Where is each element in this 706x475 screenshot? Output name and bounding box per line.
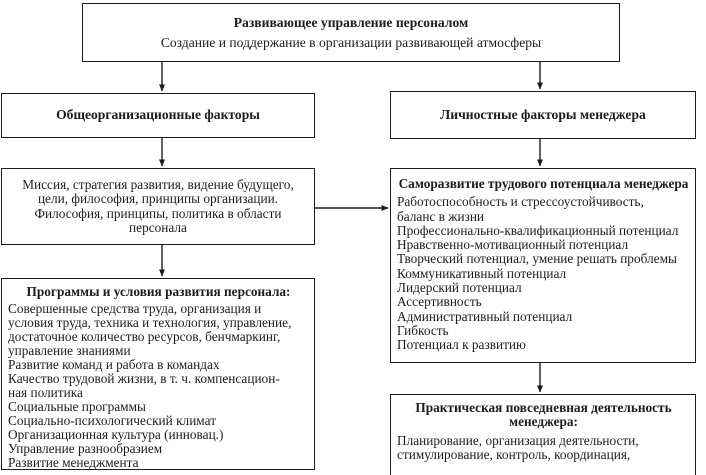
text-line: Практическая повседневная деятельность xyxy=(415,400,672,415)
text-line: Лидерский потенциал xyxy=(397,280,522,296)
text-line: Управление разнообразием xyxy=(8,441,163,456)
self-development-title: Саморазвитие трудового потенциала менеджера xyxy=(398,176,689,191)
text-line: достаточное количество ресурсов, бенчмаркинг, xyxy=(8,329,281,344)
text-line: Потенциал к развитию xyxy=(397,337,526,353)
text-line: Совершенные средства труда, организация и xyxy=(8,301,262,316)
text-line: ная политика xyxy=(8,385,83,400)
root-box xyxy=(82,3,620,62)
text-line: Социальные программы xyxy=(8,399,146,414)
left-header-box xyxy=(1,93,315,138)
programs-list xyxy=(8,302,309,470)
text-line: Административный потенциал xyxy=(397,308,573,324)
right-header-box xyxy=(390,91,696,139)
text-line: управление знаниями xyxy=(8,343,131,358)
programs-box xyxy=(1,278,315,470)
text-line: Ассертивность xyxy=(397,294,482,310)
left-header-label: Общеорганизационные факторы xyxy=(56,107,260,123)
text-line: Миссия, стратегия развития, видение будущего, xyxy=(22,176,294,192)
text-line: Планирование, организация деятельности, xyxy=(397,432,639,448)
text-line: менеджера: xyxy=(509,414,578,430)
text-line: персонала xyxy=(129,219,187,235)
mission-box xyxy=(1,168,315,245)
text-line: стимулирование, контроль, координация, xyxy=(397,446,631,462)
text-line: Организационная культура (инновац.) xyxy=(8,427,224,442)
text-line: условия труда, техника и технология, управление, xyxy=(8,315,292,330)
text-line: Творческий потенциал, умение решать проблемы xyxy=(397,251,677,267)
text-line: Коммуникативный потенциал xyxy=(397,265,567,281)
self-development-box xyxy=(390,168,696,363)
text-line: Философия, принципы, политика в области xyxy=(34,205,282,221)
text-line: Работоспособность и стрессоустойчивость, xyxy=(397,194,644,210)
text-line: Развитие менеджмента xyxy=(8,455,139,470)
root-box-subtitle: Создание и поддержание в организации развивающей атмосферы xyxy=(160,34,542,50)
right-header-label: Личностные факторы менеджера xyxy=(440,106,646,122)
daily-activity-title xyxy=(397,401,690,430)
text-line: Нравственно-мотивационный потенциал xyxy=(397,237,629,253)
text-line: Качество трудовой жизни, в т. ч. компенсацион- xyxy=(8,371,280,386)
daily-activity-list xyxy=(397,434,690,463)
programs-title: Программы и условия развития персонала: xyxy=(26,284,291,299)
root-box-title: Развивающее управление персоналом xyxy=(233,14,469,30)
daily-activity-box xyxy=(390,394,696,475)
text-line: цели, философия, принципы организации. xyxy=(37,191,279,207)
text-line: Профессионально-квалификационный потенциал xyxy=(397,222,679,238)
text-line: баланс в жизни xyxy=(397,208,485,224)
text-line: Развитие команд и работа в командах xyxy=(8,357,220,372)
self-development-list xyxy=(397,195,690,352)
text-line: Гибкость xyxy=(397,322,449,338)
text-line: Социально-психологический климат xyxy=(8,413,217,428)
